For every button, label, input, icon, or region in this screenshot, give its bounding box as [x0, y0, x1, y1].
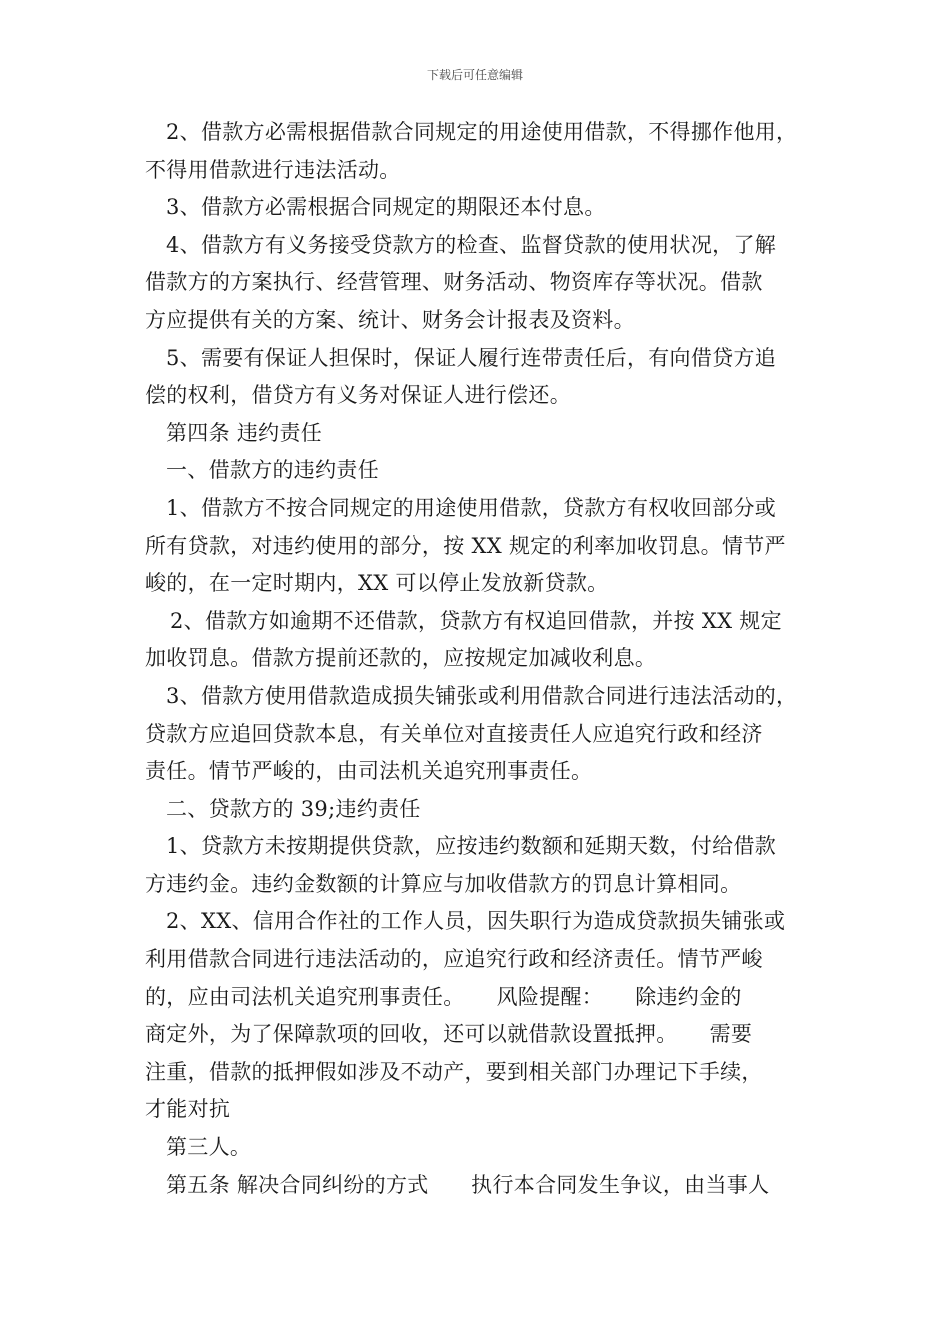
text-line: 注重，借款的抵押假如涉及不动产，要到相关部门办理记下手续，	[145, 1059, 763, 1084]
text-line: 商定外，为了保障款项的回收，还可以就借款设置抵押。 需要	[145, 1022, 753, 1047]
document-body	[145, 114, 811, 1204]
text-line: 所有贷款，对违约使用的部分，按 XX 规定的利率加收罚息。情节严	[145, 533, 786, 558]
text-line: 5、需要有保证人担保时，保证人履行连带责任后，有向借贷方追	[166, 345, 777, 370]
text-line: 3、借款方必需根据合同规定的期限还本付息。	[166, 195, 606, 220]
text-line: 2、XX、信用合作社的工作人员，因失职行为造成贷款损失铺张或	[166, 909, 786, 934]
text-line: 的，应由司法机关追究刑事责任。 风险提醒： 除违约金的	[145, 984, 742, 1009]
text-line: 贷款方应追回贷款本息，有关单位对直接责任人应追究行政和经济	[145, 721, 763, 746]
text-line: 2、借款方如逾期不还借款，贷款方有权追回借款，并按 XX 规定	[170, 608, 782, 633]
section-heading: 第四条 违约责任	[166, 420, 323, 445]
text-line: 2、借款方必需根据借款合同规定的用途使用借款，不得挪作他用，	[166, 120, 798, 144]
text-line: 责任。情节严峻的，由司法机关追究刑事责任。	[145, 759, 593, 784]
text-line: 1、贷款方未按期提供贷款，应按违约数额和延期天数，付给借款	[166, 834, 777, 859]
text-line: 1、借款方不按合同规定的用途使用借款，贷款方有权收回部分或	[166, 495, 777, 520]
text-line: 4、借款方有义务接受贷款方的检查、监督贷款的使用状况，了解	[166, 232, 777, 257]
text-line: 才能对抗	[145, 1097, 231, 1122]
text-line: 第三人。	[166, 1135, 252, 1160]
text-line: 加收罚息。借款方提前还款的，应按规定加减收利息。	[145, 646, 657, 671]
page-header: 下载后可任意编辑	[426, 68, 523, 82]
text-line: 借款方的方案执行、经营管理、财务活动、物资库存等状况。借款	[145, 270, 763, 295]
text-line: 偿的权利，借贷方有义务对保证人进行偿还。	[145, 383, 571, 408]
subsection-heading: 一、借款方的违约责任	[166, 458, 379, 483]
text-line: 不得用借款进行违法活动。	[145, 157, 401, 182]
subsection-heading: 二、贷款方的 39;违约责任	[166, 796, 421, 821]
text-line: 峻的，在一定时期内，XX 可以停止发放新贷款。	[145, 571, 609, 596]
text-line: 方应提供有关的方案、统计、财务会计报表及资料。	[145, 307, 635, 332]
text-line: 3、借款方使用借款造成损失铺张或利用借款合同进行违法活动的，	[166, 683, 798, 708]
text-line: 方违约金。违约金数额的计算应与加收借款方的罚息计算相同。	[145, 871, 742, 896]
section-heading: 第五条 解决合同纠纷的方式 执行本合同发生争议，由当事人	[166, 1172, 770, 1197]
text-line: 利用借款合同进行违法活动的，应追究行政和经济责任。情节严峻	[145, 947, 763, 972]
